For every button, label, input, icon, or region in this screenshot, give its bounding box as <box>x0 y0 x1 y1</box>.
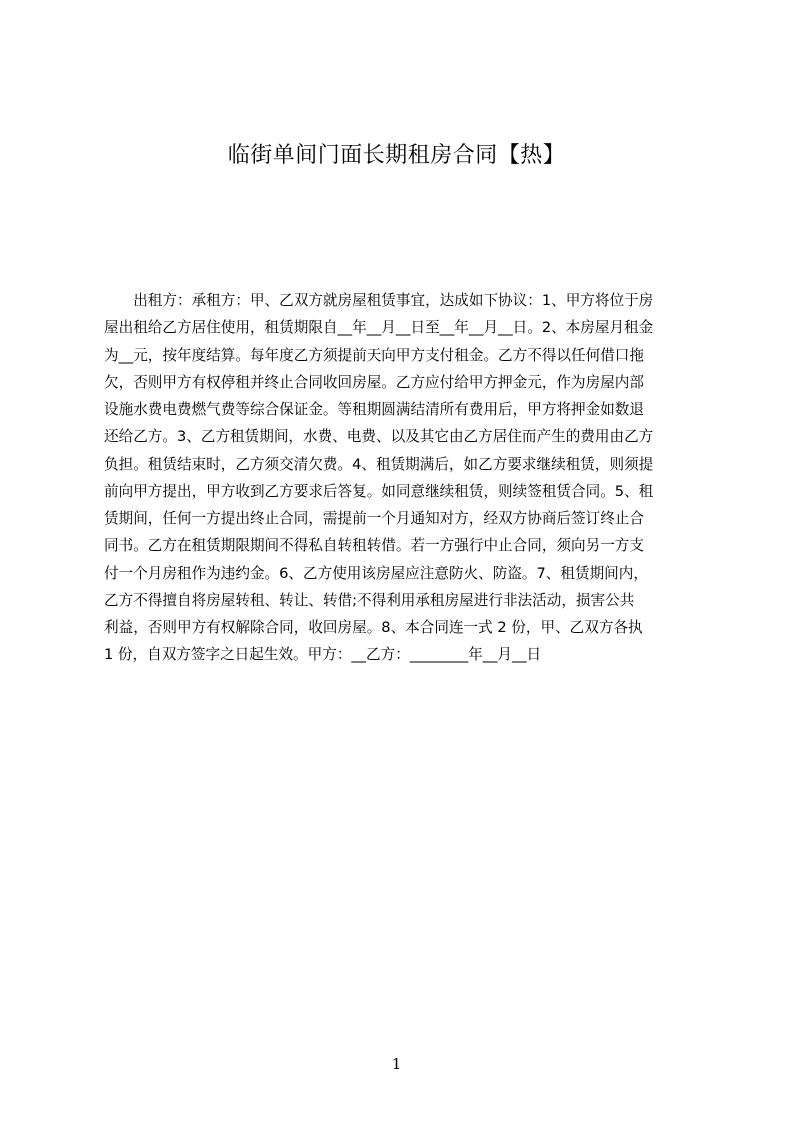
body-line: 利益，否则甲方有权解除合同，收回房屋。8、本合同连一式 2 份，甲、乙双方各执 <box>104 619 643 636</box>
body-line: 赁期间，任何一方提出终止合同，需提前一个月通知对方，经双方协商后签订终止合 <box>104 510 644 527</box>
body-line: 1 份，自双方签字之日起生效。甲方：__乙方：________年__月__日 <box>104 646 542 664</box>
body-line: 前向甲方提出，甲方收到乙方要求后答复。如同意继续租赁，则续签租赁合同。5、租 <box>104 482 654 500</box>
body-line: 同书。乙方在租赁期限期间不得私自转租转借。若一方强行中止合同，须向另一方支 <box>104 537 644 555</box>
body-line: 设施水费电费燃气费等综合保证金。等租期圆满结清所有费用后，甲方将押金如数退 <box>104 401 644 418</box>
body-line: 出租方：承租方：甲、乙双方就房屋租赁事宜，达成如下协议：1、甲方将位于房 <box>104 292 654 309</box>
page-number: 1 <box>391 1055 402 1073</box>
contract-body <box>104 287 700 669</box>
body-line: 屋出租给乙方居住使用，租赁期限自__年__月__日至__年__月__日。2、本房屋月租金 <box>104 319 654 337</box>
document-title: 临街单间门面长期租房合同【热】 <box>227 143 566 168</box>
body-line: 欠，否则甲方有权停租并终止合同收回房屋。乙方应付给甲方押金元，作为房屋内部 <box>104 373 644 391</box>
body-line: 为__元，按年度结算。每年度乙方须提前天向甲方支付租金。乙方不得以任何借口拖 <box>104 346 644 364</box>
body-line: 负担。租赁结束时，乙方须交清欠费。4、租赁期满后，如乙方要求继续租赁，则须提 <box>104 455 654 473</box>
body-line: 还给乙方。3、乙方租赁期间，水费、电费、以及其它由乙方居住而产生的费用由乙方 <box>104 428 654 446</box>
body-line: 乙方不得擅自将房屋转租、转让、转借;不得利用承租房屋进行非法活动，损害公共 <box>104 591 635 609</box>
body-line: 付一个月房租作为违约金。6、乙方使用该房屋应注意防火、防盗。7、租赁期间内， <box>104 564 648 582</box>
